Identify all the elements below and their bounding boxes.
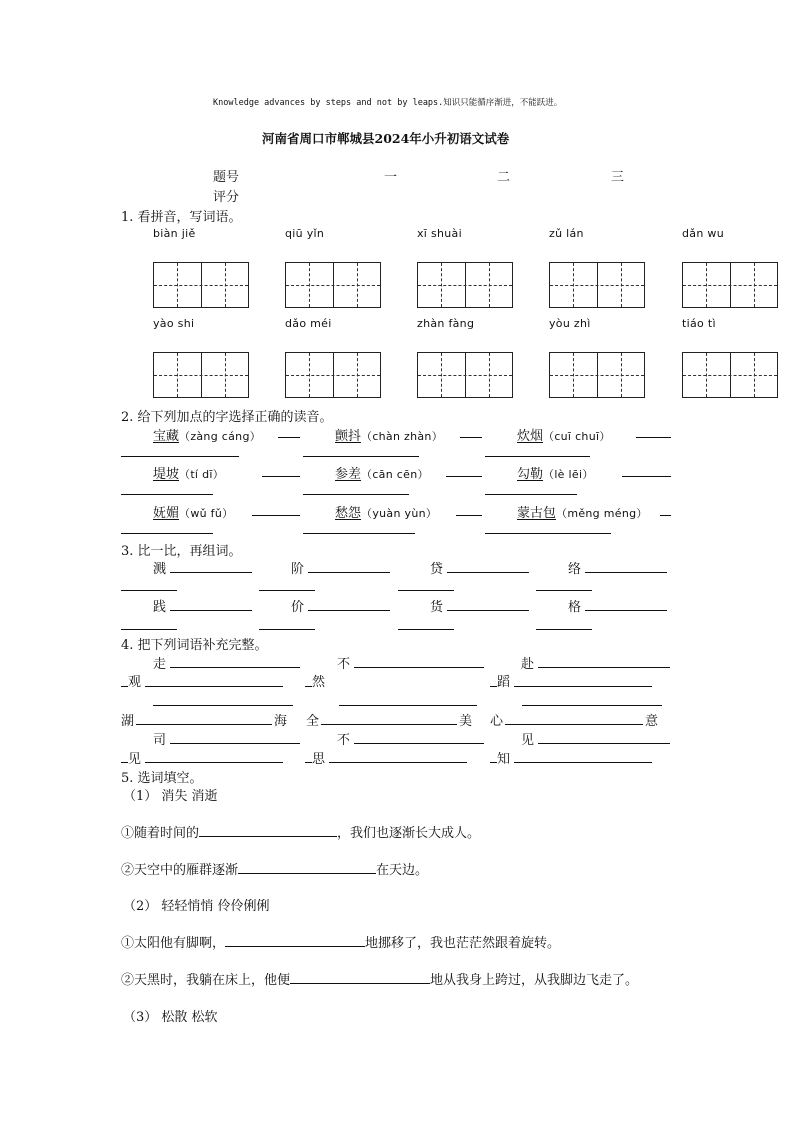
answer-blank[interactable] — [538, 743, 670, 744]
answer-blank[interactable] — [136, 724, 272, 725]
sentence-prefix: ①太阳他有脚啊， — [121, 936, 226, 951]
q2-item — [335, 425, 443, 444]
sentence-suffix: 在天边。 — [376, 863, 429, 878]
answer-blank[interactable] — [121, 590, 177, 591]
answer-blank[interactable] — [121, 686, 128, 687]
q2-item — [517, 502, 648, 521]
q4-char: 不 — [337, 733, 351, 748]
answer-blank[interactable] — [505, 724, 643, 725]
answer-blank[interactable] — [121, 494, 213, 495]
answer-blank[interactable] — [278, 437, 300, 438]
q1-pinyin: tiáo tì — [682, 317, 716, 330]
answer-blank[interactable] — [490, 762, 497, 763]
q3-char: 格 — [568, 600, 582, 615]
answer-blank[interactable] — [121, 456, 239, 457]
answer-blank[interactable] — [153, 705, 293, 706]
answer-blank[interactable] — [303, 533, 415, 534]
answer-blank[interactable] — [303, 494, 409, 495]
answer-blank[interactable] — [199, 824, 337, 837]
q2-item — [517, 425, 611, 444]
answer-blank[interactable] — [321, 724, 457, 725]
answer-blank[interactable] — [308, 572, 390, 573]
sentence-prefix: ②天空中的雁群逐渐 — [121, 863, 239, 878]
answer-blank[interactable] — [121, 533, 213, 534]
q3-heading: 3. 比一比，再组词。 — [121, 544, 242, 559]
score-row-label-number: 题号 — [213, 170, 240, 185]
q2-item — [153, 463, 224, 482]
answer-blank[interactable] — [262, 476, 300, 477]
q4-char: 走 — [153, 657, 167, 672]
q5-sentence — [121, 969, 638, 988]
q5-sentence — [121, 822, 480, 841]
q4-char: 心 — [490, 714, 504, 729]
writing-grid[interactable] — [417, 352, 513, 398]
q4-char: 赴 — [521, 657, 535, 672]
q2-word: 宝藏 — [153, 429, 180, 444]
motto-text: Knowledge advances by steps and not by leaps.知识只能循序渐进，不能跃进。 — [213, 98, 563, 108]
writing-grid[interactable] — [549, 352, 645, 398]
q2-pron: （chàn zhàn） — [361, 430, 444, 443]
answer-blank[interactable] — [636, 437, 671, 438]
q2-pron: （cuī chuī） — [543, 430, 611, 443]
q2-pron: （yuàn yùn） — [361, 507, 438, 520]
q2-pron: （zàng cáng） — [179, 430, 262, 443]
q1-heading: 1. 看拼音，写词语。 — [121, 210, 242, 225]
q3-char: 货 — [430, 600, 444, 615]
page-title: 河南省周口市郸城县2024年小升初语文试卷 — [262, 131, 510, 146]
answer-blank[interactable] — [456, 515, 482, 516]
writing-grid[interactable] — [417, 262, 513, 308]
answer-blank[interactable] — [447, 572, 529, 573]
sentence-prefix: ①随着时间的 — [121, 826, 200, 841]
answer-blank[interactable] — [536, 590, 592, 591]
q5-group-2-label: （2） 轻轻悄悄 伶伶俐俐 — [123, 899, 270, 914]
q4-char: 见 — [128, 752, 142, 767]
answer-blank[interactable] — [305, 762, 312, 763]
answer-blank[interactable] — [622, 476, 671, 477]
q5-sentence — [121, 859, 428, 878]
q4-char: 海 — [274, 714, 288, 729]
answer-blank[interactable] — [329, 762, 467, 763]
q4-char: 美 — [459, 714, 473, 729]
answer-blank[interactable] — [514, 686, 652, 687]
answer-blank[interactable] — [485, 533, 611, 534]
q2-word: 愁怨 — [335, 506, 362, 521]
answer-blank[interactable] — [145, 686, 283, 687]
q3-char: 溅 — [153, 562, 167, 577]
answer-blank[interactable] — [252, 515, 300, 516]
answer-blank[interactable] — [660, 515, 671, 516]
answer-blank[interactable] — [170, 667, 300, 668]
q4-char: 不 — [337, 657, 351, 672]
answer-blank[interactable] — [585, 610, 667, 611]
answer-blank[interactable] — [446, 476, 482, 477]
answer-blank[interactable] — [238, 861, 376, 874]
answer-blank[interactable] — [170, 743, 300, 744]
q1-pinyin: zhàn fàng — [417, 317, 475, 330]
answer-blank[interactable] — [538, 667, 670, 668]
q2-pron: （wǔ fǔ） — [179, 507, 234, 520]
q2-item — [335, 502, 437, 521]
answer-blank[interactable] — [121, 762, 128, 763]
q2-word: 颤抖 — [335, 429, 362, 444]
q2-word: 勾勒 — [517, 467, 544, 482]
q5-group-1-label: （1） 消失 消逝 — [123, 789, 218, 804]
q4-heading: 4. 把下列词语补充完整。 — [121, 638, 268, 653]
answer-blank[interactable] — [514, 762, 652, 763]
q3-char: 络 — [568, 562, 582, 577]
answer-blank[interactable] — [536, 629, 592, 630]
answer-blank[interactable] — [485, 456, 590, 457]
q2-word: 参差 — [335, 467, 362, 482]
q2-pron: （cān cēn） — [361, 468, 429, 481]
score-col-2: 二 — [497, 170, 511, 185]
answer-blank[interactable] — [145, 762, 283, 763]
q3-char: 贷 — [430, 562, 444, 577]
q3-char: 阶 — [291, 562, 305, 577]
q2-item — [153, 425, 261, 444]
answer-blank[interactable] — [308, 610, 390, 611]
score-col-1: 一 — [384, 170, 398, 185]
q4-char: 司 — [153, 733, 167, 748]
q4-char: 湖 — [121, 714, 135, 729]
q1-pinyin: dǎn wu — [682, 227, 724, 240]
q2-word: 堤坡 — [153, 467, 180, 482]
writing-grid[interactable] — [153, 352, 249, 398]
answer-blank[interactable] — [585, 572, 667, 573]
q5-sentence — [121, 932, 560, 951]
sentence-suffix: 地挪移了，我也茫茫然跟着旋转。 — [365, 936, 561, 951]
q3-char: 价 — [291, 600, 305, 615]
sentence-prefix: ②天黑时，我躺在床上，他便 — [121, 973, 291, 988]
q2-item — [335, 463, 429, 482]
q4-char: 知 — [497, 752, 511, 767]
answer-blank[interactable] — [522, 705, 662, 706]
q4-char: 见 — [521, 733, 535, 748]
q2-word: 蒙古包 — [517, 506, 557, 521]
q5-group-3-label: （3） 松散 松软 — [123, 1010, 218, 1025]
q1-pinyin: dǎo méi — [285, 317, 332, 330]
answer-blank[interactable] — [259, 590, 315, 591]
answer-blank[interactable] — [398, 629, 454, 630]
q2-pron: （měng méng） — [556, 507, 648, 520]
q4-char: 全 — [306, 714, 320, 729]
q4-char: 观 — [128, 675, 142, 690]
q2-word: 妩媚 — [153, 506, 180, 521]
answer-blank[interactable] — [121, 629, 177, 630]
q1-pinyin: xī shuài — [417, 227, 462, 240]
answer-blank[interactable] — [225, 934, 365, 947]
answer-blank[interactable] — [398, 590, 454, 591]
q1-pinyin: yào shi — [153, 317, 195, 330]
q2-item — [153, 502, 233, 521]
writing-grid[interactable] — [682, 352, 778, 398]
sentence-suffix: ，我们也逐渐长大成人。 — [337, 826, 481, 841]
q1-pinyin: qiū yǐn — [285, 227, 325, 240]
q1-pinyin: zǔ lán — [549, 227, 584, 240]
q2-pron: （lè lēi） — [543, 468, 594, 481]
q4-char: 意 — [645, 714, 659, 729]
q4-char: 蹈 — [497, 675, 511, 690]
sentence-suffix: 地从我身上跨过，从我脚边飞走了。 — [430, 973, 639, 988]
answer-blank[interactable] — [447, 610, 529, 611]
answer-blank[interactable] — [303, 456, 419, 457]
answer-blank[interactable] — [354, 743, 484, 744]
q3-char: 践 — [153, 600, 167, 615]
q4-char: 然 — [312, 675, 326, 690]
q1-pinyin: biàn jiě — [153, 227, 196, 240]
answer-blank[interactable] — [290, 971, 430, 984]
writing-grid[interactable] — [682, 262, 778, 308]
writing-grid[interactable] — [153, 262, 249, 308]
q1-pinyin: yòu zhì — [549, 317, 591, 330]
score-row-label-score: 评分 — [213, 190, 240, 205]
q2-heading: 2. 给下列加点的字选择正确的读音。 — [121, 410, 333, 425]
answer-blank[interactable] — [339, 705, 477, 706]
q2-pron: （tí dī） — [179, 468, 225, 481]
q2-word: 炊烟 — [517, 429, 544, 444]
q5-heading: 5. 选词填空。 — [121, 771, 203, 786]
writing-grid[interactable] — [285, 262, 381, 308]
writing-grid[interactable] — [549, 262, 645, 308]
q2-item — [517, 463, 594, 482]
score-col-3: 三 — [611, 170, 625, 185]
answer-blank[interactable] — [170, 572, 252, 573]
writing-grid[interactable] — [285, 352, 381, 398]
answer-blank[interactable] — [259, 629, 315, 630]
answer-blank[interactable] — [305, 686, 312, 687]
answer-blank[interactable] — [170, 610, 252, 611]
answer-blank[interactable] — [490, 686, 497, 687]
q4-char: 思 — [312, 752, 326, 767]
answer-blank[interactable] — [354, 667, 484, 668]
answer-blank[interactable] — [485, 494, 577, 495]
answer-blank[interactable] — [460, 437, 482, 438]
